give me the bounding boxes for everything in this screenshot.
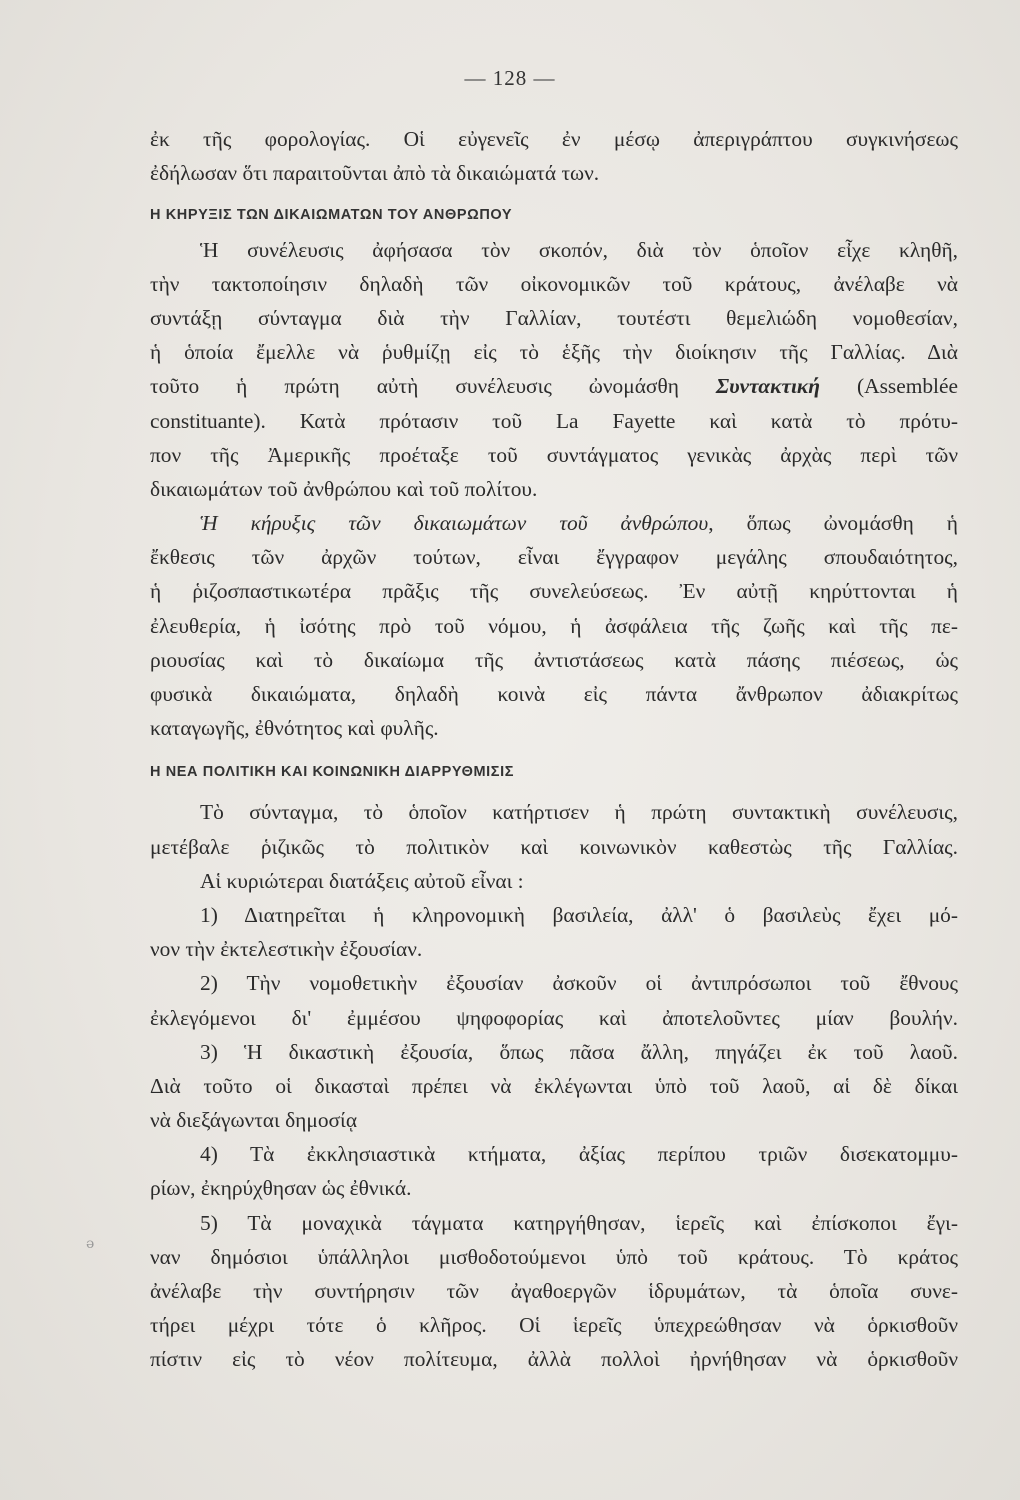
text-line: ἐδήλωσαν ὅτι παραιτοῦνται ἀπὸ τὰ δικαιώματά των. [150,161,600,186]
emphasis-term: Συντακτική [715,374,820,399]
text-line: ἡ ὁποία ἔμελλε νὰ ῥυθμίζῃ εἰς τὸ ἑξῆς τὴν διοίκησιν τῆς Γαλλίας. Διὰ [150,340,958,365]
list-item: 4) Τὰ ἐκκλησιαστικὰ κτήματα, ἀξίας περίπου τριῶν δισεκατομμυ- [200,1142,958,1167]
text-line: καταγωγῆς, ἐθνότητος καὶ φυλῆς. [150,716,439,741]
text-line: πον τῆς Ἀμερικῆς προέταξε τοῦ συντάγματος γενικὰς ἀρχὰς περὶ τῶν [150,442,958,467]
text-line [150,369,958,403]
text-line: τὴν τακτοποίησιν δηλαδὴ τῶν οἰκονομικῶν τοῦ κράτους, ἀνέλαβε νὰ [150,271,958,296]
text-line: φυσικὰ δικαιώματα, δηλαδὴ κοινὰ εἰς πάντα ἄνθρωπον ἀδιακρίτως [150,682,958,706]
text-line: Αἱ κυριώτεραι διατάξεις αὐτοῦ εἶναι : [200,868,524,893]
text-line: Τὸ σύνταγμα, τὸ ὁποῖον κατήρτισεν ἡ πρώτη συντακτικὴ συνέλευσις, [200,800,958,825]
text-line: συντάξῃ σύνταγμα διὰ τὴν Γαλλίαν, τουτέστι θεμελιώδη νομοθεσίαν, [150,305,958,330]
text-line: ἀνέλαβε τὴν συντήρησιν τῶν ἀγαθοεργῶν ἱδρυμάτων, τὰ ὁποῖα συνε- [150,1279,958,1303]
text-line: Διὰ τοῦτο οἱ δικασταὶ πρέπει νὰ ἐκλέγωνται ὑπὸ τοῦ λαοῦ, αἱ δὲ δίκαι [150,1073,958,1098]
page-body [150,122,958,1377]
text-line: πίστιν εἰς τὸ νέον πολίτευμα, ἀλλὰ πολλοὶ ἠρνήθησαν νὰ ὁρκισθοῦν [150,1347,958,1372]
italic-title: Ἡ κήρυξις τῶν δικαιωμάτων τοῦ ἀνθρώπου [200,511,709,536]
text-line: ναν δημόσιοι ὑπάλληλοι μισθοδοτούμενοι ὑπὸ τοῦ κράτους. Τὸ κράτος [150,1244,958,1269]
text-line: ἐκλεγόμενοι δι' ἐμμέσου ψηφοφορίας καὶ ἀποτελοῦντες μίαν βουλήν. [150,1005,958,1030]
list-item: 3) Ἡ δικαστικὴ ἐξουσία, ὅπως πᾶσα ἄλλη, πηγάζει ἐκ τοῦ λαοῦ. [200,1039,958,1064]
section-heading-declaration: Η ΚΗΡΥΞΙΣ ΤΩΝ ΔΙΚΑΙΩΜΑΤΩΝ ΤΟΥ ΑΝΘΡΩΠΟΥ [150,207,513,224]
text-fragment: (Assemblée [820,374,958,399]
text-line: μετέβαλε ῥιζικῶς τὸ πολιτικὸν καὶ κοινωνικὸν καθεστὼς τῆς Γαλλίας. [150,834,958,859]
text-line: ρίων, ἐκηρύχθησαν ὡς ἐθνικά. [150,1176,412,1201]
text-line: ἐκ τῆς φορολογίας. Οἱ εὐγενεῖς ἐν μέσῳ ἀπεριγράπτου συγκινήσεως [150,127,958,151]
margin-mark: ə [86,1236,95,1252]
text-line: νὰ διεξάγωνται δημοσίᾳ [150,1108,358,1133]
text-line: ἔκθεσις τῶν ἀρχῶν τούτων, εἶναι ἔγγραφον μεγάλης σπουδαιότητος, [150,545,958,570]
text-line: Ἡ συνέλευσις ἀφήσασα τὸν σκοπόν, διὰ τὸν ὁποῖον εἶχε κληθῆ, [200,237,958,262]
text-line: τήρει μέχρι τότε ὁ κλῆρος. Οἱ ἱερεῖς ὑπεχρεώθησαν νὰ ὁρκισθοῦν [150,1313,958,1338]
list-item: 1) Διατηρεῖται ἡ κληρονομικὴ βασιλεία, ἀλλ' ὁ βασιλεὺς ἔχει μό- [200,902,958,927]
text-fragment: , ὅπως ὠνομάσθη ἡ [708,511,958,536]
text-line: ἐλευθερία, ἡ ἰσότης πρὸ τοῦ νόμου, ἡ ἀσφάλεια τῆς ζωῆς καὶ τῆς πε- [150,613,958,638]
text-line [150,506,958,540]
text-line: ἡ ῥιζοσπαστικωτέρα πρᾶξις τῆς συνελεύσεως. Ἐν αὐτῇ κηρύττονται ἡ [150,579,958,604]
section-heading-reorganization: Η ΝΕΑ ΠΟΛΙΤΙΚΗ ΚΑΙ ΚΟΙΝΩΝΙΚΗ ΔΙΑΡΡΥΘΜΙΣΙΣ [150,764,515,781]
text-line: νον τὴν ἐκτελεστικὴν ἐξουσίαν. [150,937,423,962]
page-number: — 128 — [464,66,556,90]
text-fragment: τοῦτο ἡ πρώτη αὐτὴ συνέλευσις ὠνομάσθη [150,374,716,399]
text-line: δικαιωμάτων τοῦ ἀνθρώπου καὶ τοῦ πολίτου. [150,476,538,501]
list-item: 5) Τὰ μοναχικὰ τάγματα κατηργήθησαν, ἱερεῖς καὶ ἐπίσκοποι ἔγι- [200,1210,958,1235]
list-item: 2) Τὴν νομοθετικὴν ἐξουσίαν ἀσκοῦν οἱ ἀντιπρόσωποι τοῦ ἔθνους [200,971,958,996]
text-line: ριουσίας καὶ τὸ δικαίωμα τῆς ἀντιστάσεως κατὰ πάσης πιέσεως, ὡς [150,647,958,672]
text-line: constituante). Κατὰ πρότασιν τοῦ La Fayette καὶ κατὰ τὸ πρότυ- [150,408,958,433]
